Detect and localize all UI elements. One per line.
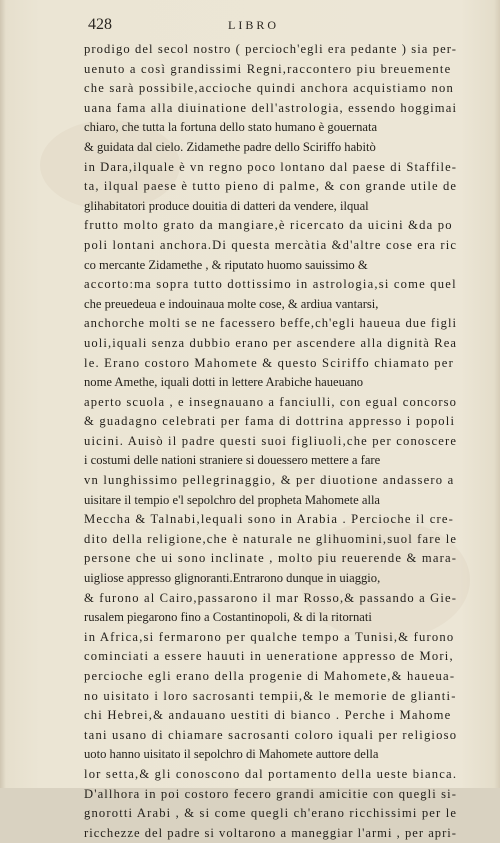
text-line: dito della religione,che è naturale ne glihuomini,suol fare le [84,531,458,546]
text-line: anchorche molti se ne facessero beffe,ch'egli haueua due figli [84,316,458,331]
text-line: che preuedeua e indouinaua molte cose, & ardiua vantarsi, [84,296,379,311]
text-line: uenuto a così grandissimi Regni,raccontero piu breuemente [84,61,452,76]
text-line: ricchezze del padre si voltarono a maneggiar l'armi , per apri- [84,825,457,840]
text-line: glihabitatori produce douitia di datteri da vendere, ilqual [84,198,369,213]
text-line: i costumi delle nationi straniere si douessero mettere a fare [84,453,381,468]
text-line: in Africa,si fermarono per qualche tempo a Tunisi,& furono [84,629,455,644]
text-line: persone che ui sono inclinate , molto piu reuerende & mara- [84,551,458,566]
text-block [84,40,456,843]
text-line: vn lunghissimo pellegrinaggio, & per diuotione andassero a [84,473,455,488]
text-line: uoto hanno uisitato il sepolchro di Mahomete auttore della [84,747,379,762]
text-line: tani usano di chiamare sacrosanti coloro iquali per religioso [84,727,458,742]
text-line: uoli,iquali senza dubbio erano per ascendere alla dignità Rea [84,335,458,350]
text-line: aperto scuola , e insegnauano a fanciulli, con egual concorso [84,394,458,409]
text-line: cominciati a essere hauuti in ueneratione appresso de Mori, [84,649,454,664]
text-line: rusalem piegarono fino a Costantinopoli, & di la ritornati [84,610,372,625]
text-line: chiaro, che tutta la fortuna dello stato humano è gouernata [84,120,378,135]
text-line: prodigo del secol nostro ( percioch'egli era pedante ) sia per- [84,42,458,56]
text-line: nome Amethe, iquali dotti in lettere Arabiche haueuano [84,375,364,390]
text-line: uisitare il tempio e'l sepolchro del propheta Mahomete alla [84,492,381,507]
text-line: ta, ilqual paese è tutto pieno di palme, & con grande utile de [84,179,458,194]
running-head: LIBRO [228,18,279,32]
page-header [88,16,448,38]
text-line: uicini. Auisò il padre questi suoi figliuoli,che per conoscere [84,433,458,448]
text-line: frutto molto grato da mangiare,è ricercato da uicini &da po [84,218,453,233]
text-line: & guadagno celebrati per fama di dottrina appresso i popoli [84,414,456,429]
text-line: & furono al Cairo,passarono il mar Rosso,& passando a Gie- [84,590,458,605]
text-line: accorto:ma sopra tutto dottissimo in astrologia,si come quel [84,277,457,292]
text-line: D'allhora in poi costoro fecero grandi amicitie con quegli si- [84,786,458,801]
text-line: poli lontani anchora.Di questa mercàtia &d'altre cose era ric [84,237,458,252]
text-line: uigliose appresso glignoranti.Entrarono dunque in uiaggio, [84,571,381,586]
text-line: chi Hebrei,& andauano uestiti di bianco . Perche i Mahome [84,708,452,723]
text-line: che sarà possibile,accioche quindi anchora acquistiamo non [84,81,454,96]
text-line: uana fama alla diuinatione dell'astrologia, essendo hoggimai [84,100,458,115]
text-line: lor setta,& gli conoscono dal portamento della ueste bianca. [84,766,458,781]
text-line: percioche egli erano della progenie di Mahomete,& haueua- [84,669,456,683]
text-line: Meccha & Talnabi,lequali sono in Arabia . Percioche il cre- [84,512,455,527]
text-line: co mercante Zidamethe , & riputato huomo sauissimo & [84,257,368,272]
text-line: gnorotti Arabi , & si come quegli ch'erano ricchissimi per le [84,806,458,821]
text-line: no uisitato i loro sacrosanti tempii,& le memorie de glianti- [84,688,457,703]
text-line: le. Erano costoro Mahomete & questo Sciriffo chiamato per [84,355,454,370]
text-line: in Dara,ilquale è vn regno poco lontano dal paese di Staffile- [84,159,458,174]
page-number: 428 [88,16,112,33]
text-line: & guidata dal cielo. Zidamethe padre dello Sciriffo habitò [84,139,376,154]
